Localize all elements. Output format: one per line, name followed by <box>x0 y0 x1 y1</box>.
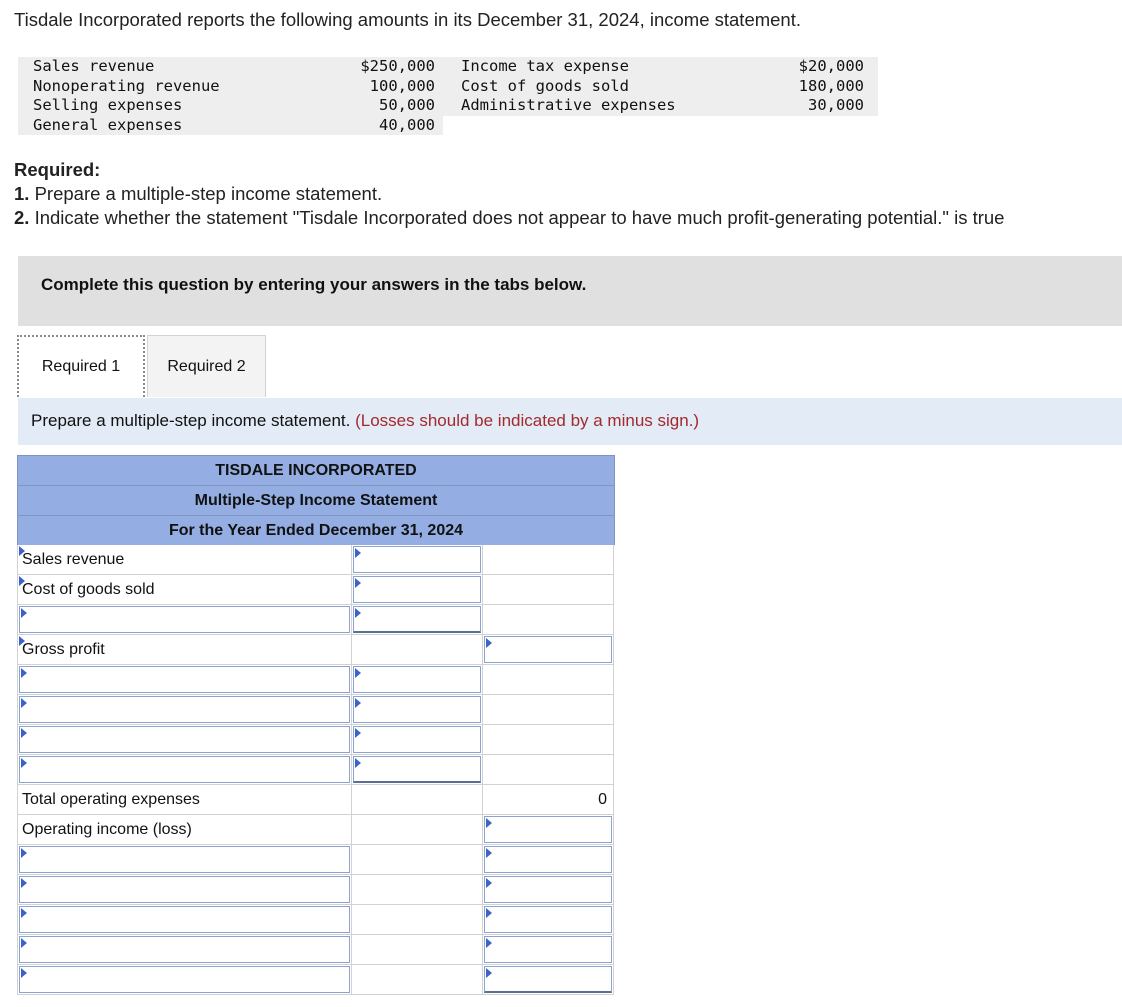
empty-cell <box>352 845 483 875</box>
amount-input[interactable] <box>353 726 481 753</box>
amount-cell[interactable] <box>483 635 614 665</box>
required-item1-num: 1. <box>14 183 30 204</box>
amount-input[interactable] <box>484 816 612 843</box>
amount-input[interactable] <box>484 846 612 873</box>
statement-row <box>17 575 615 605</box>
amount-cell[interactable] <box>352 695 483 725</box>
amount-cell[interactable] <box>352 725 483 755</box>
statement-row <box>17 755 615 785</box>
row-label: Sales revenue <box>22 551 125 568</box>
label-cell[interactable] <box>17 935 352 965</box>
amount-cell[interactable] <box>483 935 614 965</box>
amount-cell[interactable] <box>352 605 483 635</box>
instruction-bar <box>18 398 1122 445</box>
label-cell[interactable] <box>17 905 352 935</box>
input-marker-icon <box>21 668 27 678</box>
input-marker-icon <box>355 608 361 618</box>
question-banner-text: Complete this question by entering your answers in the tabs below. <box>41 275 587 294</box>
input-marker-icon <box>486 848 492 858</box>
amount-input[interactable] <box>353 666 481 693</box>
input-marker-icon <box>21 608 27 618</box>
empty-cell <box>352 635 483 665</box>
account-label-input[interactable] <box>19 696 350 723</box>
empty-cell <box>483 605 614 635</box>
required-item2-text: Indicate whether the statement "Tisdale Incorporated does not appear to have much profit-generating potential." is true <box>29 207 1005 228</box>
given-label: Nonoperating revenue <box>33 76 220 95</box>
empty-cell <box>352 935 483 965</box>
label-cell <box>17 815 352 845</box>
amount-cell[interactable] <box>483 875 614 905</box>
statement-row <box>17 905 615 935</box>
amount-cell[interactable] <box>352 545 483 575</box>
amount-input[interactable] <box>484 936 612 963</box>
statement-row <box>17 635 615 665</box>
input-marker-icon <box>21 938 27 948</box>
input-marker-icon <box>21 698 27 708</box>
statement-row <box>17 875 615 905</box>
given-label: Cost of goods sold <box>461 76 629 95</box>
amount-cell[interactable] <box>352 575 483 605</box>
empty-cell <box>483 695 614 725</box>
statement-period: For the Year Ended December 31, 2024 <box>17 515 615 545</box>
input-marker-icon <box>486 938 492 948</box>
instruction-text: Prepare a multiple-step income statement. <box>31 411 351 430</box>
given-value: 50,000 <box>379 96 435 114</box>
required-item2-num: 2. <box>14 207 30 228</box>
label-cell[interactable] <box>17 695 352 725</box>
account-label-input[interactable] <box>19 726 350 753</box>
input-marker-icon <box>355 668 361 678</box>
empty-cell <box>483 755 614 785</box>
amount-cell[interactable] <box>352 755 483 785</box>
statement-row <box>17 545 615 575</box>
account-label-input[interactable] <box>19 606 350 633</box>
empty-cell <box>352 875 483 905</box>
label-cell <box>17 545 352 575</box>
account-label-input[interactable] <box>19 666 350 693</box>
account-label-input[interactable] <box>19 936 350 963</box>
given-label: Selling expenses <box>33 96 183 114</box>
computed-amount <box>483 785 614 815</box>
empty-cell <box>352 965 483 995</box>
label-cell[interactable] <box>17 845 352 875</box>
given-row <box>18 116 878 136</box>
statement-row <box>17 935 615 965</box>
input-marker-icon <box>486 878 492 888</box>
statement-row <box>17 725 615 755</box>
given-label: Income tax expense <box>461 57 629 75</box>
given-row <box>18 77 878 97</box>
required-section <box>14 158 1004 230</box>
given-value: 40,000 <box>379 115 435 134</box>
input-marker-icon <box>355 548 361 558</box>
empty-cell <box>483 575 614 605</box>
statement-row <box>17 695 615 725</box>
empty-cell <box>352 785 483 815</box>
row-label: Total operating expenses <box>22 791 200 808</box>
row-label: Cost of goods sold <box>22 581 155 598</box>
account-label-input[interactable] <box>19 966 350 993</box>
amount-input[interactable] <box>353 546 481 573</box>
given-row <box>18 96 878 116</box>
question-banner <box>18 256 1122 326</box>
amount-cell[interactable] <box>483 815 614 845</box>
statement-row <box>17 815 615 845</box>
given-row <box>18 57 878 77</box>
given-value: 180,000 <box>798 76 864 95</box>
input-marker-icon <box>21 968 27 978</box>
required-item1-text: Prepare a multiple-step income statement. <box>29 183 383 204</box>
input-marker-icon <box>486 818 492 828</box>
computed-value: 0 <box>598 791 607 808</box>
input-marker-icon <box>21 878 27 888</box>
input-marker-icon <box>486 638 492 648</box>
label-cell[interactable] <box>17 755 352 785</box>
amount-input[interactable] <box>353 606 481 633</box>
given-value: 30,000 <box>808 96 864 114</box>
label-cell <box>17 575 352 605</box>
row-label: Operating income (loss) <box>22 821 192 838</box>
amount-input[interactable] <box>353 756 481 783</box>
amount-cell[interactable] <box>483 845 614 875</box>
problem-intro: Tisdale Incorporated reports the following amounts in its December 31, 2024, income statement. <box>14 9 801 30</box>
income-statement-worksheet <box>17 455 615 995</box>
statement-title: Multiple-Step Income Statement <box>17 485 615 515</box>
tab-required-2[interactable]: Required 2 <box>147 335 266 397</box>
statement-row <box>17 965 615 995</box>
instruction-note: (Losses should be indicated by a minus sign.) <box>355 411 700 430</box>
input-marker-icon <box>486 968 492 978</box>
required-heading: Required: <box>14 159 101 180</box>
given-value: $250,000 <box>360 57 435 75</box>
input-marker-icon <box>21 758 27 768</box>
account-label-input[interactable] <box>19 876 350 903</box>
amount-input[interactable] <box>484 876 612 903</box>
statement-row <box>17 665 615 695</box>
amount-input[interactable] <box>484 906 612 933</box>
given-value: $20,000 <box>798 57 864 75</box>
given-label: Sales revenue <box>33 57 155 75</box>
amount-input[interactable] <box>484 966 612 993</box>
empty-cell <box>483 665 614 695</box>
input-marker-icon <box>355 578 361 588</box>
amount-cell[interactable] <box>352 665 483 695</box>
given-value: 100,000 <box>369 76 435 95</box>
account-label-input[interactable] <box>19 906 350 933</box>
input-marker-icon <box>355 698 361 708</box>
label-cell[interactable] <box>17 965 352 995</box>
statement-row <box>17 845 615 875</box>
empty-cell <box>352 905 483 935</box>
label-cell[interactable] <box>17 605 352 635</box>
empty-cell <box>483 725 614 755</box>
amount-cell[interactable] <box>483 905 614 935</box>
input-marker-icon <box>21 908 27 918</box>
tab-required-1[interactable]: Required 1 <box>17 335 145 397</box>
input-marker-icon <box>21 728 27 738</box>
amount-input[interactable] <box>484 636 612 663</box>
statement-row <box>17 605 615 635</box>
account-label-input[interactable] <box>19 846 350 873</box>
given-label: Administrative expenses <box>461 96 676 114</box>
label-cell[interactable] <box>17 725 352 755</box>
label-cell[interactable] <box>17 665 352 695</box>
given-label: General expenses <box>33 115 183 134</box>
input-marker-icon <box>355 728 361 738</box>
input-marker-icon <box>355 758 361 768</box>
account-label-input[interactable] <box>19 756 350 783</box>
statement-company: TISDALE INCORPORATED <box>17 455 615 485</box>
row-label: Gross profit <box>22 641 105 658</box>
input-marker-icon <box>21 848 27 858</box>
statement-row <box>17 785 615 815</box>
label-cell <box>17 785 352 815</box>
amount-input[interactable] <box>353 696 481 723</box>
empty-cell <box>352 815 483 845</box>
label-cell[interactable] <box>17 875 352 905</box>
label-cell <box>17 635 352 665</box>
amount-cell[interactable] <box>483 965 614 995</box>
given-amounts-table <box>18 57 878 135</box>
amount-input[interactable] <box>353 576 481 603</box>
empty-cell <box>483 545 614 575</box>
input-marker-icon <box>486 908 492 918</box>
